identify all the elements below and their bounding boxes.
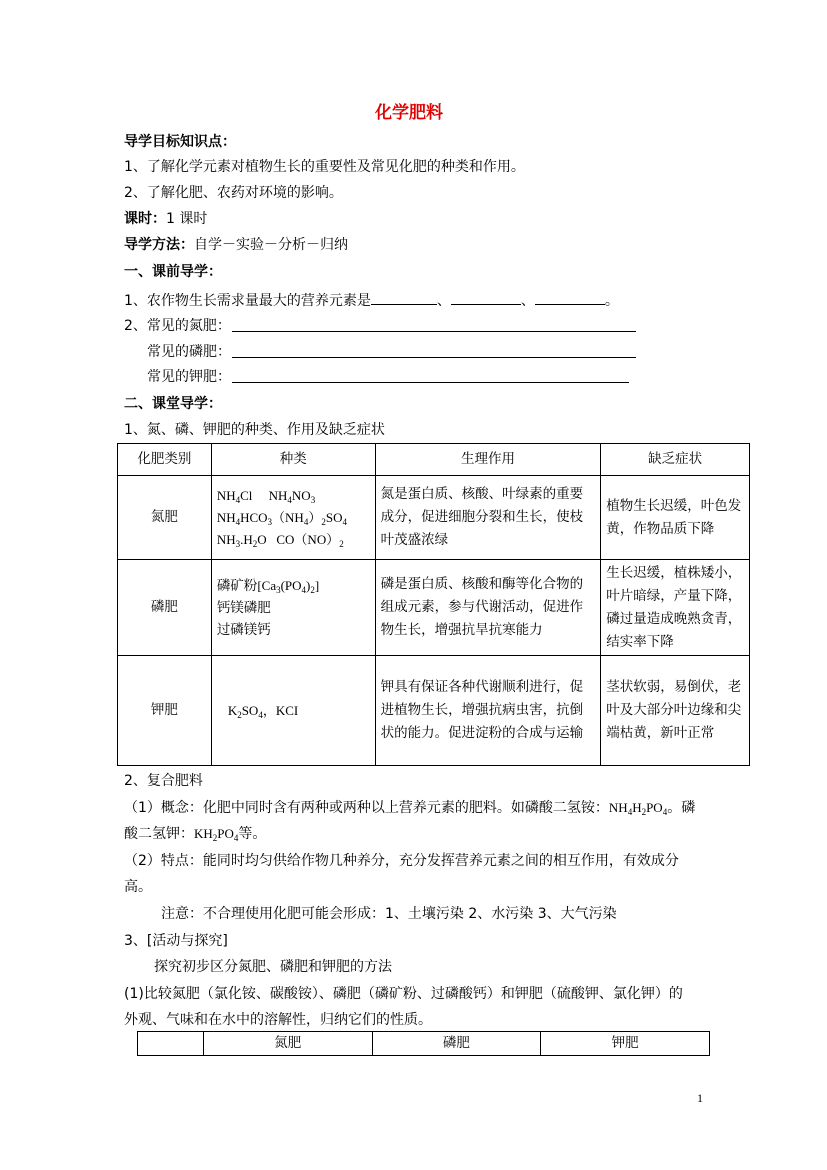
table-header-row (118, 444, 750, 476)
page-title: 化学肥料 (375, 103, 443, 123)
question-1-text: 1、农作物生长需求量最大的营养元素是 (124, 293, 371, 309)
potassium-kind-1: $K_2SO_4$，KCI (227, 703, 299, 720)
comparison-header-blank (138, 1032, 204, 1056)
method-line (124, 236, 348, 254)
fertilizer-table (117, 443, 750, 766)
method-label: 导学方法： (124, 237, 194, 253)
header-category: 化肥类别 (118, 444, 212, 476)
question-1 (124, 290, 619, 310)
nitrogen-kind-1: $NH_4Cl$ $NH_4NO_3$ (216, 487, 316, 505)
explore-line: 探究初步区分氮肥、磷肥和钾肥的方法 (154, 959, 392, 975)
header-role: 生理作用 (375, 444, 601, 476)
nitrogen-answer-line[interactable] (232, 331, 636, 332)
cell-potassium-name: 钾肥 (118, 656, 212, 766)
note-line: 注意：不合理使用化肥可能会形成：1、土壤污染 2、水污染 3、大气污染 (161, 906, 617, 922)
method-value: 自学－实验－分析－归纳 (194, 237, 348, 253)
comparison-header-nitrogen: 氮肥 (203, 1032, 372, 1056)
goals-heading: 导学目标知识点： (124, 134, 236, 150)
potassium-answer-line[interactable] (232, 382, 629, 383)
period-label: 课时： (124, 211, 166, 227)
page-number: 1 (697, 1091, 703, 1105)
cell-potassium-kinds (211, 656, 375, 766)
goal-1: 1、了解化学元素对植物生长的重要性及常见化肥的种类和作用。 (124, 159, 525, 175)
cell-potassium-symptom: 茎状软弱，易倒伏，老叶及大部分叶边缘和尖端枯黄，新叶正常 (601, 656, 750, 766)
question-2-potassium-label: 常见的钾肥： (147, 369, 231, 385)
blank-2[interactable] (451, 290, 521, 305)
cell-phosphorus-role: 磷是蛋白质、核酸和酶等化合物的组成元素，参与代谢活动，促进作物生长，增强抗旱抗寒能力 (375, 560, 601, 656)
cell-phosphorus-kinds (211, 560, 375, 656)
blank-3[interactable] (535, 290, 605, 305)
cell-phosphorus-name: 磷肥 (118, 560, 212, 656)
blank-1[interactable] (371, 290, 437, 305)
header-kinds: 种类 (211, 444, 375, 476)
cell-nitrogen-name: 氮肥 (118, 476, 212, 560)
subsection-2-heading: 2、复合肥料 (124, 773, 203, 789)
nitrogen-kind-3: $NH_3.H_2O$ $CO(NO)_2$ (216, 531, 344, 549)
concept-line-1: （1）概念：化肥中同时含有两种或两种以上营养元素的肥料。如磷酸二氢铵：$NH_4H_2PO_4$。磷 (124, 800, 696, 817)
compare-line-1: (1)比较氮肥（氯化铵、碳酸铵）、磷肥（磷矿粉、过磷酸钙）和钾肥（硫酸钾、氯化钾）的 (124, 986, 683, 1002)
feature-line-1: （2）特点：能同时均匀供给作物几种养分，充分发挥营养元素之间的相互作用，有效成分 (124, 853, 679, 869)
concept-line-2: 酸二氢钾：$KH_2PO_4$等。 (124, 826, 267, 843)
goal-2: 2、了解化肥、农药对环境的影响。 (124, 185, 343, 201)
q1-sep-1: 、 (436, 293, 451, 309)
question-2-phosphorus-label: 常见的磷肥： (147, 344, 231, 360)
nitrogen-kind-2: $NH_4HCO_3(NH_4)_2SO_4$ (216, 509, 347, 527)
cell-nitrogen-kinds (211, 476, 375, 560)
comparison-header-potassium: 钾肥 (541, 1032, 710, 1056)
comparison-header-phosphorus: 磷肥 (372, 1032, 541, 1056)
feature-line-2: 高。 (124, 879, 152, 895)
cell-phosphorus-symptom: 生长迟缓，植株矮小，叶片暗绿，产量下降，磷过量造成晚熟贪青，结实率下降 (601, 560, 750, 656)
question-2-nitrogen-label: 2、常见的氮肥： (124, 318, 231, 334)
phosphorus-answer-line[interactable] (232, 357, 636, 358)
q1-sep-2: 、 (520, 293, 535, 309)
comparison-header-row (138, 1032, 710, 1056)
section-2-heading: 二、课堂导学： (124, 396, 222, 412)
q1-end: 。 (604, 293, 619, 309)
cell-nitrogen-role: 氮是蛋白质、核酸、叶绿素的重要成分，促进细胞分裂和生长，使枝叶茂盛浓绿 (375, 476, 601, 560)
cell-nitrogen-symptom: 植物生长迟缓，叶色发黄，作物品质下降 (601, 476, 750, 560)
phosphorus-kind-1: 磷矿粉$[Ca_3(PO_4)_2]$ (216, 577, 320, 595)
table-row-nitrogen (118, 476, 750, 560)
period-line (124, 210, 207, 228)
phosphorus-kind-3: 过磷镁钙 (216, 621, 271, 638)
table-row-potassium (118, 656, 750, 766)
comparison-table (137, 1031, 710, 1056)
subsection-3-heading: 3、[活动与探究] (124, 933, 228, 949)
phosphorus-kind-2: 钙镁磷肥 (216, 599, 271, 616)
header-symptom: 缺乏症状 (601, 444, 750, 476)
cell-potassium-role: 钾具有保证各种代谢顺利进行，促进植物生长，增强抗病虫害，抗倒状的能力。促进淀粉的合成与运输 (375, 656, 601, 766)
compare-line-2: 外观、气味和在水中的溶解性，归纳它们的性质。 (124, 1012, 432, 1028)
table-row-phosphorus (118, 560, 750, 656)
period-value: 1 课时 (166, 211, 208, 227)
section-1-heading: 一、课前导学： (124, 264, 222, 280)
subsection-1-heading: 1、氮、磷、钾肥的种类、作用及缺乏症状 (124, 422, 385, 438)
